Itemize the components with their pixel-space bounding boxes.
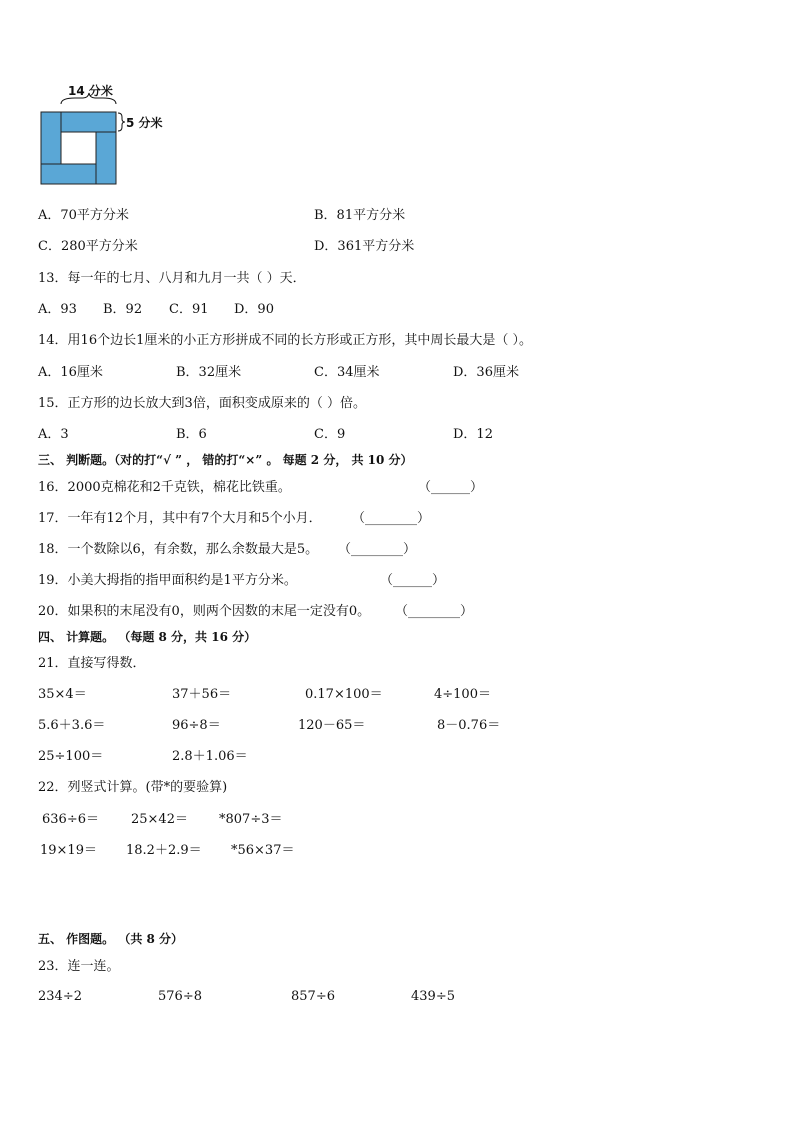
q14-stem: 14．用16个边长1厘米的小正方形拼成不同的长方形或正方形，其中周长最大是（ ）。 <box>38 333 532 348</box>
q13-option-a: A．93 <box>38 302 77 317</box>
q23-item[interactable]: 234÷2 <box>38 989 82 1004</box>
q20-answer-blank[interactable]: （________） <box>395 604 474 619</box>
q22-item: 19×19＝ <box>40 843 97 858</box>
q15-option-d: D．12 <box>453 427 493 442</box>
q22-item: 636÷6＝ <box>42 812 99 827</box>
q21-item: 0.17×100＝ <box>305 687 383 702</box>
square-frame-figure <box>30 84 170 188</box>
q21-item: 2.8＋1.06＝ <box>172 749 248 764</box>
q14-option-a: A．16厘米 <box>38 365 103 380</box>
q16-answer-blank[interactable]: （______） <box>418 480 484 495</box>
q22-item: *807÷3＝ <box>219 812 283 827</box>
q21-item: 35×4＝ <box>38 687 87 702</box>
q22-stem: 22．列竖式计算。(带*的要验算) <box>38 780 228 795</box>
q21-item: 25÷100＝ <box>38 749 104 764</box>
q23-stem: 23．连一连。 <box>38 959 120 974</box>
section-3-title: 三、 判断题。（对的打“√ ” ， 错的打“×” 。 每题 2 分， 共 10 分） <box>38 453 413 467</box>
q22-item: 18.2＋2.9＝ <box>126 843 202 858</box>
frame-rect-bottom <box>41 164 96 184</box>
q22-item: 25×42＝ <box>131 812 188 827</box>
q14-option-c: C．34厘米 <box>314 365 380 380</box>
q12-option-d: D．361平方分米 <box>314 239 415 254</box>
q23-item[interactable]: 439÷5 <box>411 989 455 1004</box>
side-brace <box>118 113 125 131</box>
q18-text: 18．一个数除以6，有余数，那么余数最大是5。 <box>38 542 319 557</box>
frame-rect-left <box>41 112 61 164</box>
q21-item: 37＋56＝ <box>172 687 232 702</box>
q22-item: *56×37＝ <box>231 843 295 858</box>
q23-item[interactable]: 576÷8 <box>158 989 202 1004</box>
section-4-title: 四、 计算题。 （每题 8 分，共 16 分） <box>38 630 257 644</box>
q18-answer-blank[interactable]: （________） <box>338 542 417 557</box>
q16-text: 16．2000克棉花和2千克铁，棉花比铁重。 <box>38 480 291 495</box>
section-5-title: 五、 作图题。 （共 8 分） <box>38 932 184 946</box>
top-dimension-label: 14 分米 <box>68 84 113 98</box>
q19-answer-blank[interactable]: （______） <box>380 573 446 588</box>
q12-option-a: A．70平方分米 <box>38 208 129 223</box>
q15-stem: 15．正方形的边长放大到3倍，面积变成原来的（ ）倍。 <box>38 396 366 411</box>
q21-item: 4÷100＝ <box>434 687 491 702</box>
q23-item[interactable]: 857÷6 <box>291 989 335 1004</box>
q21-item: 96÷8＝ <box>172 718 221 733</box>
q21-item: 120－65＝ <box>298 718 366 733</box>
q20-text: 20．如果积的末尾没有0，则两个因数的末尾一定没有0。 <box>38 604 371 619</box>
frame-rect-right <box>96 132 116 184</box>
q17-answer-blank[interactable]: （________） <box>352 511 431 526</box>
q15-option-b: B．6 <box>176 427 207 442</box>
q13-stem: 13．每一年的七月、八月和九月一共（ ）天． <box>38 271 306 286</box>
q15-option-c: C．9 <box>314 427 346 442</box>
side-dimension-label: 5 分米 <box>126 116 163 130</box>
q12-option-c: C．280平方分米 <box>38 239 138 254</box>
q21-stem: 21．直接写得数． <box>38 656 146 671</box>
q15-option-a: A．3 <box>38 427 69 442</box>
q13-option-c: C．91 <box>169 302 209 317</box>
q13-option-b: B．92 <box>103 302 143 317</box>
q14-option-d: D．36厘米 <box>453 365 519 380</box>
q12-option-b: B．81平方分米 <box>314 208 406 223</box>
q13-option-d: D．90 <box>234 302 274 317</box>
q17-text: 17．一年有12个月，其中有7个大月和5个小月． <box>38 511 322 526</box>
q19-text: 19．小美大拇指的指甲面积约是1平方分米。 <box>38 573 297 588</box>
q14-option-b: B．32厘米 <box>176 365 242 380</box>
q21-item: 5.6＋3.6＝ <box>38 718 106 733</box>
q21-item: 8－0.76＝ <box>437 718 501 733</box>
